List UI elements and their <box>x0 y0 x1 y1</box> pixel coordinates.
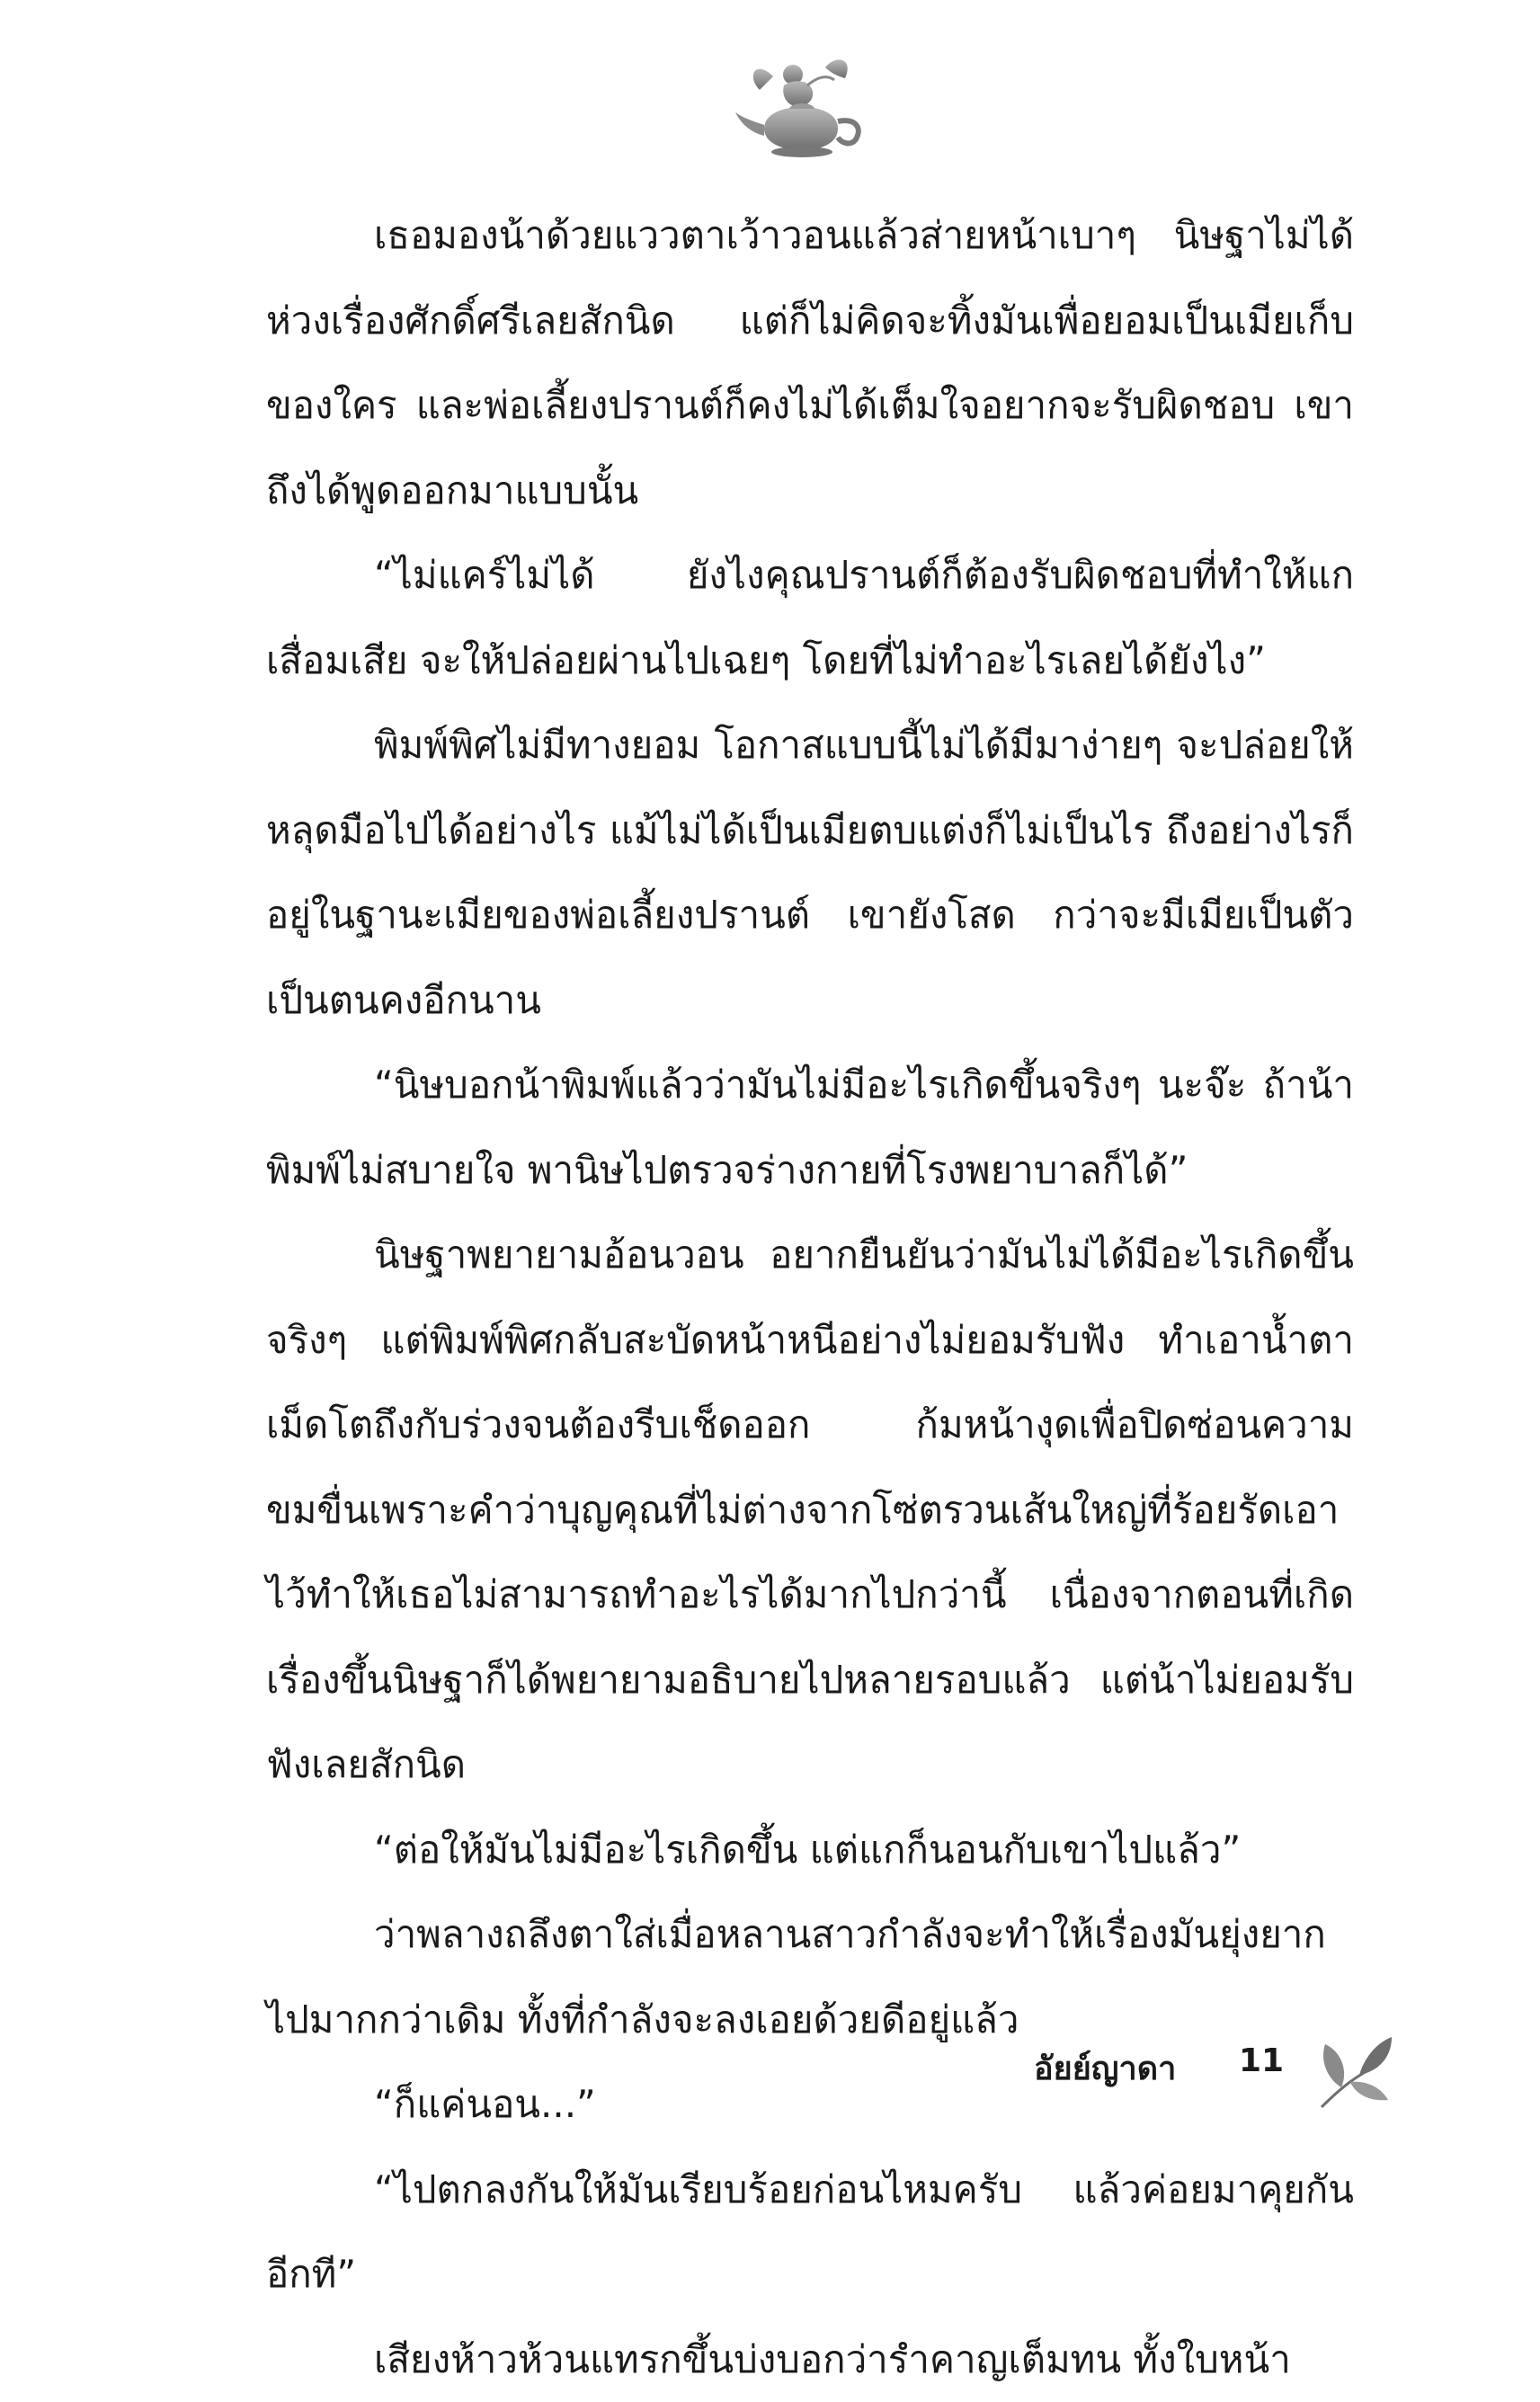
paragraph: “ก็แค่นอน...” <box>266 2062 1354 2148</box>
cherub-teapot-ornament-icon <box>719 49 881 166</box>
paragraph: นิษฐาพยายามอ้อนวอน อยากยืนยันว่ามันไม่ได้มีอะไรเกิดขึ้นจริงๆ แต่พิมพ์พิศกลับสะบัดหน้าหนีอย่างไม่ยอมรับฟัง ทำเอาน้ำตาเม็ดโตถึงกับร่วงจนต้องรีบเช็ดออก ก้มหน้างุดเพื่อปิดซ่อนความขมขื่นเพราะคำว่าบุญคุณที่ไม่ต่างจากโซ่ตรวนเส้นใหญ่ที่ร้อยรัดเอาไว้ทำให้เธอไม่สามารถทำอะไรได้มากไปกว่านี้ เนื่องจากตอนที่เกิดเรื่องขึ้นนิษฐาก็ได้พยายามอธิบายไปหลายรอบแล้ว แต่น้าไม่ยอมรับฟังเลยสักนิด <box>266 1213 1354 1808</box>
paragraph: “นิษบอกน้าพิมพ์แล้วว่ามันไม่มีอะไรเกิดขึ้นจริงๆ นะจ๊ะ ถ้าน้าพิมพ์ไม่สบายใจ พานิษไปตรวจร่างกายที่โรงพยาบาลก็ได้” <box>266 1043 1354 1213</box>
paragraph: ว่าพลางถลึงตาใส่เมื่อหลานสาวกำลังจะทำให้เรื่องมันยุ่งยากไปมากกว่าเดิม ทั้งที่กำลังจะลงเอยด้วยดีอยู่แล้ว <box>266 1892 1354 2062</box>
paragraph: “ไม่แคร์ไม่ได้ ยังไงคุณปรานต์ก็ต้องรับผิดชอบที่ทำให้แกเสื่อมเสีย จะให้ปล่อยผ่านไปเฉยๆ โดยที่ไม่ทำอะไรเลยได้ยังไง” <box>266 533 1354 703</box>
paragraph: พิมพ์พิศไม่มีทางยอม โอกาสแบบนี้ไม่ได้มีมาง่ายๆ จะปล่อยให้หลุดมือไปได้อย่างไร แม้ไม่ได้เป็นเมียตบแต่งก็ไม่เป็นไร ถึงอย่างไรก็อยู่ในฐานะเมียของพ่อเลี้ยงปรานต์ เขายังโสด กว่าจะมีเมียเป็นตัวเป็นตนคงอีกนาน <box>266 703 1354 1043</box>
tea-leaf-icon <box>1314 2024 1393 2114</box>
page-footer <box>1034 2024 1393 2114</box>
paragraph: “ต่อให้มันไม่มีอะไรเกิดขึ้น แต่แกก็นอนกับเขาไปแล้ว” <box>266 1808 1354 1893</box>
paragraph: เสียงห้าวห้วนแทรกขึ้นบ่งบอกว่ารำคาญเต็มทน ทั้งใบหน้า <box>266 2317 1354 2402</box>
paragraph: “ไปตกลงกันให้มันเรียบร้อยก่อนไหมครับ แล้วค่อยมาคุยกันอีกที” <box>266 2148 1354 2317</box>
footer-author: อัยย์ญาดา <box>1034 2042 1176 2094</box>
page-number: 11 <box>1239 2042 1284 2079</box>
paragraph: เธอมองน้าด้วยแววตาเว้าวอนแล้วส่ายหน้าเบาๆ นิษฐาไม่ได้ห่วงเรื่องศักดิ์ศรีเลยสักนิด แต่ก็ไม่คิดจะทิ้งมันเพื่อยอมเป็นเมียเก็บของใคร และพ่อเลี้ยงปรานต์ก็คงไม่ได้เต็มใจอยากจะรับผิดชอบ เขาถึงได้พูดออกมาแบบนั้น <box>266 193 1354 533</box>
